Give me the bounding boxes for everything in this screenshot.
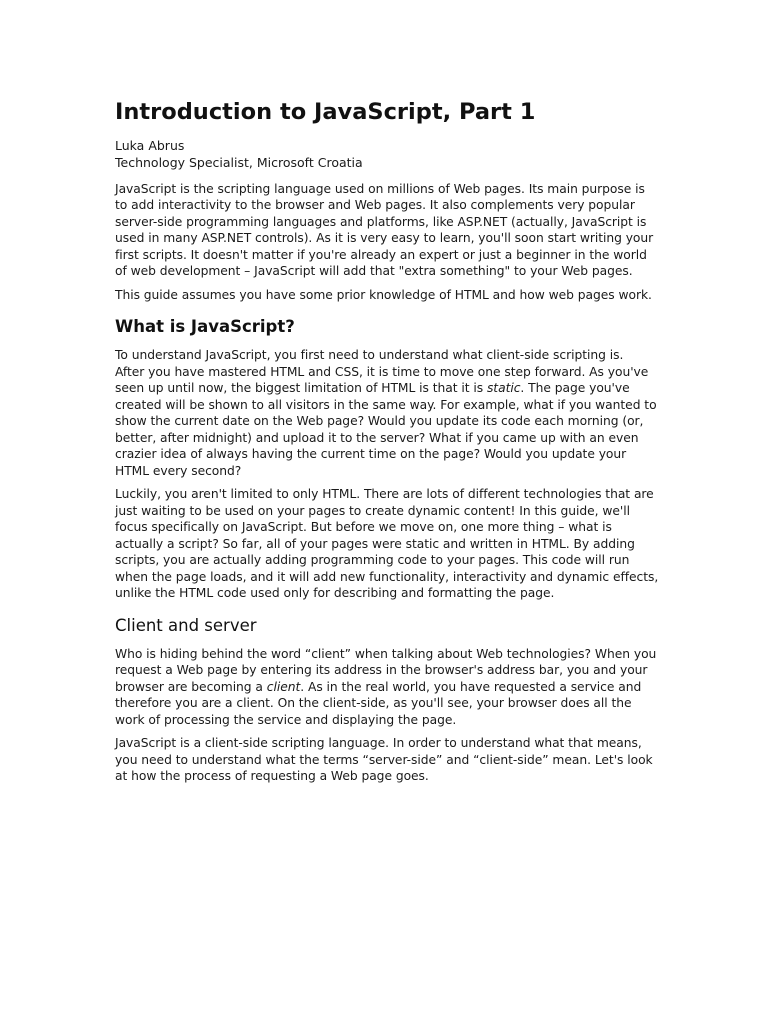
text-line: first scripts. It doesn't matter if you're already an expert or just a beginner in the world — [115, 247, 647, 262]
text-line: HTML every second? — [115, 463, 242, 478]
text-line: actually a script? So far, all of your pages were static and written in HTML. By adding — [115, 536, 635, 551]
text-line: JavaScript is a client-side scripting language. In order to understand what that means, — [115, 736, 642, 751]
text-segment: . As in the real world, you have requested a service and — [300, 679, 642, 694]
text-line: To understand JavaScript, you first need to understand what client-side scripting is. — [115, 348, 624, 363]
text-segment: . The page you've — [520, 381, 630, 396]
text-line: Luckily, you aren't limited to only HTML. There are lots of different technologies that are — [115, 487, 654, 502]
text-line: focus specifically on JavaScript. But before we move on, one more thing – what is — [115, 520, 612, 535]
author-role: Technology Specialist, Microsoft Croatia — [115, 154, 363, 170]
text-line — [115, 679, 660, 696]
author-name: Luka Abrus — [115, 138, 185, 153]
text-line: you need to understand what the terms “server-side” and “client-side” mean. Let's look — [115, 752, 653, 767]
text-line: when the page loads, and it will add new functionality, interactivity and dynamic effects, — [115, 569, 659, 584]
text-line — [115, 380, 660, 397]
text-line: After you have mastered HTML and CSS, it is time to move one step forward. As you've — [115, 364, 649, 379]
text-line: just waiting to be used on your pages to create dynamic content! In this guide, we'll — [115, 503, 630, 518]
text-line: of web development – JavaScript will add that "extra something" to your Web pages. — [115, 264, 633, 279]
text-line: server-side programming languages and platforms, like ASP.NET (actually, JavaScript is — [115, 214, 647, 229]
text-line: JavaScript is the scripting language used on millions of Web pages. Its main purpose is — [115, 181, 645, 196]
text-segment: browser are becoming a — [115, 679, 267, 694]
text-line: used in many ASP.NET controls). As it is very easy to learn, you'll soon start writing your — [115, 231, 654, 246]
text-line: show the current date on the Web page? Would you update its code each morning (or, — [115, 414, 644, 429]
intro-paragraph-2 — [115, 287, 660, 304]
section2-paragraph-2 — [115, 735, 660, 785]
text-line: scripts, you are actually adding programming code to your pages. This code will run — [115, 553, 630, 568]
text-line: therefore you are a client. On the client-side, as you'll see, your browser does all the — [115, 696, 632, 711]
section1-paragraph-1 — [115, 347, 660, 479]
section-heading-what-is-javascript: What is JavaScript? — [115, 317, 295, 337]
text-line: Who is hiding behind the word “client” when talking about Web technologies? When you — [115, 646, 657, 661]
text-line: work of processing the service and displaying the page. — [115, 712, 457, 727]
section1-paragraph-2 — [115, 486, 660, 602]
author-block — [115, 138, 660, 172]
document-title: Introduction to JavaScript, Part 1 — [115, 99, 536, 125]
text-segment: seen up until now, the biggest limitation of HTML is that it is — [115, 381, 487, 396]
text-line: crazier idea of always having the current time on the page? Would you update your — [115, 447, 627, 462]
emphasis-client: client — [266, 679, 301, 694]
text-line: This guide assumes you have some prior knowledge of HTML and how web pages work. — [115, 287, 652, 302]
intro-paragraph-1 — [115, 181, 660, 280]
text-line: created will be shown to all visitors in the same way. For example, what if you wanted to — [115, 397, 657, 412]
document-page — [115, 96, 660, 792]
text-line: request a Web page by entering its address in the browser's address bar, you and your — [115, 663, 648, 678]
text-line: better, after midnight) and upload it to the server? What if you came up with an even — [115, 430, 639, 445]
text-line: unlike the HTML code used only for describing and formatting the page. — [115, 586, 555, 601]
text-line: at how the process of requesting a Web page goes. — [115, 769, 429, 784]
text-line: to add interactivity to the browser and Web pages. It also complements very popular — [115, 198, 635, 213]
section-heading-client-and-server: Client and server — [115, 615, 257, 635]
section2-paragraph-1 — [115, 646, 660, 729]
emphasis-static: static — [486, 381, 521, 396]
